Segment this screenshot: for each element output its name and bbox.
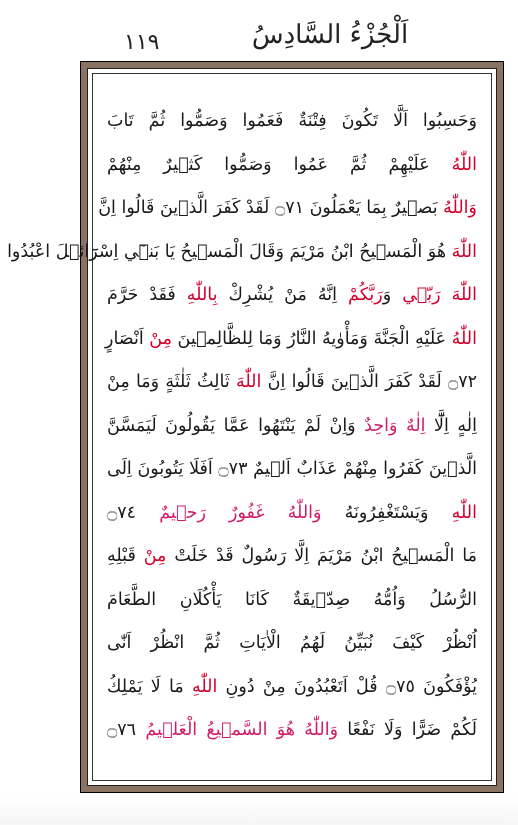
juz-title: اَلْجُزْءُ السَّادِسُ [251, 20, 409, 50]
verse-line [107, 318, 477, 362]
verse-line [107, 492, 477, 536]
verse-text: بَص۪يرٌ بِمَا يَعْمَلُونَ ۝٧١ لَقَدْ كَفَرَ الَّذ۪ينَ قَالُوا اِنَّ [98, 198, 444, 218]
highlighted-word: اللّٰهُ [451, 154, 477, 175]
frame-border [7, 68, 497, 786]
verse-text: قَبْلِهِ [107, 546, 144, 566]
highlighted-word: بِاللّٰهِ [186, 285, 218, 305]
verse-text: عَلَيْهِ الْجَنَّةَ وَمَأْوٰيهُ النَّارُ وَمَا لِلظَّالِم۪ينَ [171, 328, 452, 349]
highlighted-word: وَاللّٰهُ [443, 198, 477, 218]
verse-text: هُوَ الْمَس۪يحُ ابْنُ مَرْيَمَ وَقَالَ الْمَس۪يحُ يَا بَن۪ٓي اِسْرَٓائ۪لَ اعْبُدُوا [7, 241, 452, 262]
verse-text: اِنَّهُ مَنْ يُشْرِكْ [217, 285, 349, 305]
text-panel [7, 73, 492, 781]
verse-text: الرُّسُلُ وَاُمُّهُ صِدّ۪يقَةٌ كَانَا يَأْكُلَانِ الطَّعَامَ [107, 589, 477, 610]
verse-line [107, 405, 477, 449]
highlighted-word: وَاللّٰهُ غَفُورٌ رَح۪يمٌ [159, 502, 322, 523]
verse-text: فَقَدْ حَرَّمَ [107, 285, 187, 305]
verse-text: مَا الْمَس۪يحُ ابْنُ مَرْيَمَ اِلَّا رَسُولٌ قَدْ خَلَتْ [166, 546, 478, 566]
highlighted-word: اللّٰهِ [451, 502, 477, 523]
verse-text: وَاِنْ لَمْ يَنْتَهُوا عَمَّا يَقُولُونَ لَيَمَسَّنَّ [107, 415, 365, 436]
verse-text: ۝٧٢ لَقَدْ كَفَرَ الَّذ۪ينَ قَالُوا اِنَّ [261, 372, 477, 392]
verse-text: عَلَيْهِمْ ثُمَّ عَمُوا وَصَمُّوا كَث۪يرٌ مِنْهُمْ [107, 154, 452, 175]
highlighted-word: مِنْ [143, 546, 167, 566]
verse-line [107, 274, 477, 318]
verse-line [7, 231, 477, 275]
highlighted-word: اللّٰهَ [236, 372, 262, 392]
ornamental-frame [7, 61, 504, 793]
verse-text: ۝٧٦ [107, 720, 146, 740]
highlighted-word: وَاللّٰهُ هُوَ السَّم۪يعُ الْعَل۪يمُ [145, 720, 339, 740]
highlighted-word: اللّٰهَ [451, 241, 477, 262]
verse-text: وَحَسِبُوا اَلَّا تَكُونَ فِتْنَةٌ فَعَمُوا وَصَمُّوا ثُمَّ تَابَ [107, 111, 477, 131]
verse-line [107, 535, 477, 579]
verse-text: ۝٧٤ [107, 502, 160, 523]
highlighted-word: مِنْ [149, 328, 172, 349]
highlighted-word: اللّٰهِ [191, 676, 218, 697]
verse-text: يُؤْفَكُونَ ۝٧٥ قُلْ اَتَعْبُدُونَ مِنْ دُونِ [217, 676, 477, 697]
verse-line [107, 579, 477, 623]
verse-text: لَكُمْ ضَرًّا وَلَا نَفْعًا [338, 720, 477, 740]
highlighted-word: اِلٰهٌ وَاحِدٌ [364, 415, 426, 436]
verse-line [107, 448, 477, 492]
highlighted-word: اللّٰهُ [451, 328, 477, 349]
verse-line [107, 622, 477, 666]
page-header [0, 0, 518, 60]
page-number: ١١٩ [124, 30, 160, 55]
verse-text: اِلٰهٍ اِلَّٓا [425, 415, 477, 436]
verse-text: الَّذ۪ينَ كَفَرُوا مِنْهُمْ عَذَابٌ اَل۪يمٌ ۝٧٣ اَفَلَا يَتُوبُونَ اِلَى [107, 459, 478, 479]
quran-text-block [7, 100, 478, 753]
verse-line [107, 361, 477, 405]
verse-text: اُنْظُرْ كَيْفَ نُبَيِّنُ لَهُمُ الْاٰيَاتِ ثُمَّ انْظُرْ اَنّٰى [107, 633, 477, 653]
verse-line [107, 100, 477, 144]
page-bottom-margin [0, 795, 518, 825]
verse-text: ثَالِثُ ثَلٰثَةٍ وَمَا مِنْ [107, 372, 236, 392]
verse-line [98, 187, 477, 231]
verse-line [107, 144, 477, 188]
verse-line [107, 666, 477, 710]
verse-text: اَنْصَارٍ [105, 328, 150, 349]
highlighted-word: اللّٰهَ رَبّ۪ي [402, 285, 478, 305]
verse-text: وَيَسْتَغْفِرُونَهُ [321, 502, 452, 523]
verse-text: مَا لَا يَمْلِكُ [107, 676, 192, 697]
verse-line [107, 709, 477, 753]
verse-text: وَ [382, 285, 403, 305]
highlighted-word: رَبَّكُمْ [348, 285, 383, 305]
